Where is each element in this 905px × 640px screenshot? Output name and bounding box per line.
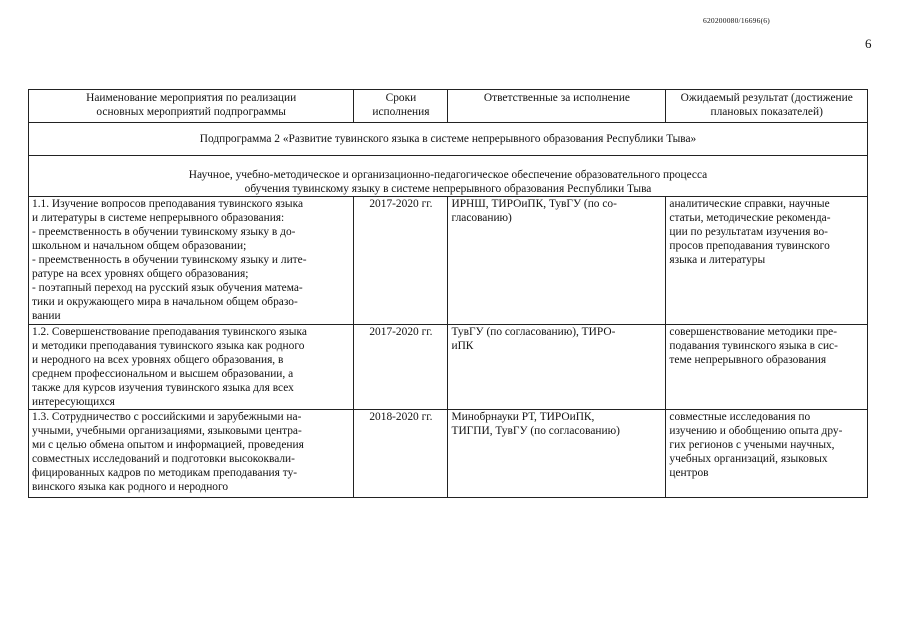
cell-line: статьи, методические рекоменда- bbox=[669, 212, 831, 224]
cell-line: среднем профессиональном и высшем образовании, а bbox=[32, 368, 294, 380]
table-row bbox=[29, 410, 868, 498]
measure-name-cell bbox=[29, 325, 354, 410]
measure-name-cell bbox=[29, 410, 354, 498]
expected-result-cell bbox=[666, 325, 868, 410]
cell-line: ми с целью обмена опытом и информацией, проведения bbox=[32, 439, 304, 451]
cell-line: - преемственность в обучении тувинскому языку и лите- bbox=[32, 254, 307, 266]
header-line: основных мероприятий подпрограммы bbox=[96, 106, 286, 118]
cell-line: школьном и начальном общем образовании; bbox=[32, 240, 247, 252]
deadline-cell: 2018-2020 гг. bbox=[354, 410, 448, 498]
subprogram-title: Подпрограмма 2 «Развитие тувинского языка в системе непрерывного образования Республики Тыва» bbox=[29, 123, 868, 156]
deadline-cell: 2017-2020 гг. bbox=[354, 197, 448, 325]
measures-table bbox=[28, 89, 868, 498]
cell-line: просов преподавания тувинского bbox=[669, 240, 830, 252]
cell-line: также для курсов изучения тувинского языка для всех bbox=[32, 382, 294, 394]
header-expected-result bbox=[666, 90, 868, 123]
cell-line: языка и литературы bbox=[669, 254, 766, 266]
cell-line: 1.1. Изучение вопросов преподавания тувинского языка bbox=[32, 198, 303, 210]
cell-line: теме непрерывного образования bbox=[669, 354, 827, 366]
expected-result-cell bbox=[666, 410, 868, 498]
table-header-row bbox=[29, 90, 868, 123]
cell-line: изучению и обобщению опыта дру- bbox=[669, 425, 843, 437]
deadline-cell: 2017-2020 гг. bbox=[354, 325, 448, 410]
section-line: Научное, учебно-методическое и организационно-педагогическое обеспечение образовательного процесса bbox=[188, 169, 708, 181]
cell-line: ратуре на всех уровнях общего образования; bbox=[32, 268, 249, 280]
header-line: Ожидаемый результат (достижение bbox=[680, 92, 853, 104]
cell-line: интересующихся bbox=[32, 396, 115, 408]
header-line: Наименование мероприятия по реализации bbox=[86, 92, 297, 104]
header-line: плановых показателей) bbox=[710, 106, 823, 118]
section-row bbox=[29, 156, 868, 197]
responsible-cell bbox=[448, 197, 666, 325]
cell-line: фицированных кадров по методикам преподавания ту- bbox=[32, 467, 298, 479]
cell-line: тики и окружающего мира в начальном общем образо- bbox=[32, 296, 298, 308]
responsible-cell bbox=[448, 325, 666, 410]
cell-line: гих регионов с учеными научных, bbox=[669, 439, 835, 451]
cell-line: 1.2. Совершенствование преподавания тувинского языка bbox=[32, 326, 307, 338]
subprogram-row bbox=[29, 123, 868, 156]
header-responsible bbox=[448, 90, 666, 123]
cell-line: подавания тувинского языка в сис- bbox=[669, 340, 838, 352]
cell-line: винского языка как родного и неродного bbox=[32, 481, 229, 493]
cell-line: вании bbox=[32, 310, 61, 322]
cell-line: ТувГУ (по согласованию), ТИРО- bbox=[451, 326, 616, 338]
cell-line: ции по результатам изучения во- bbox=[669, 226, 828, 238]
cell-line: 1.3. Сотрудничество с российскими и зарубежными на- bbox=[32, 411, 302, 423]
cell-line: - поэтапный переход на русский язык обучения матема- bbox=[32, 282, 303, 294]
cell-line: и неродного на всех уровнях общего образования, в bbox=[32, 354, 284, 366]
cell-line: совместных исследований и подготовки высококвали- bbox=[32, 453, 295, 465]
cell-line: Минобрнауки РТ, ТИРОиПК, bbox=[451, 411, 595, 423]
responsible-cell bbox=[448, 410, 666, 498]
cell-line: центров bbox=[669, 467, 709, 479]
header-line: Ответственные за исполнение bbox=[483, 92, 630, 104]
table-row bbox=[29, 197, 868, 325]
cell-line: ИРНШ, ТИРОиПК, ТувГУ (по со- bbox=[451, 198, 617, 210]
cell-line: иПК bbox=[451, 340, 474, 352]
cell-line: и литературы в системе непрерывного образования: bbox=[32, 212, 285, 224]
cell-line: - преемственность в обучении тувинскому языку в до- bbox=[32, 226, 296, 238]
cell-line: аналитические справки, научные bbox=[669, 198, 830, 210]
expected-result-cell bbox=[666, 197, 868, 325]
cell-line: гласованию) bbox=[451, 212, 512, 224]
cell-line: и методики преподавания тувинского языка как родного bbox=[32, 340, 305, 352]
section-line: обучения тувинскому языку в системе непрерывного образования Республики Тыва bbox=[244, 183, 652, 195]
measure-name-cell bbox=[29, 197, 354, 325]
section-title bbox=[29, 156, 868, 197]
cell-line: совместные исследования по bbox=[669, 411, 811, 423]
table-row bbox=[29, 325, 868, 410]
cell-line: учебных организаций, языковых bbox=[669, 453, 828, 465]
cell-line: ТИГПИ, ТувГУ (по согласованию) bbox=[451, 425, 620, 437]
header-line: Сроки bbox=[385, 92, 417, 104]
cell-line: совершенствование методики пре- bbox=[669, 326, 838, 338]
header-measure-name bbox=[29, 90, 354, 123]
cell-line: учными, учебными организациями, языковыми центра- bbox=[32, 425, 302, 437]
header-line: исполнения bbox=[372, 106, 430, 118]
page-number: 6 bbox=[865, 36, 872, 51]
header-deadlines bbox=[354, 90, 448, 123]
document-number: 620200080/16696(6) bbox=[703, 16, 770, 25]
